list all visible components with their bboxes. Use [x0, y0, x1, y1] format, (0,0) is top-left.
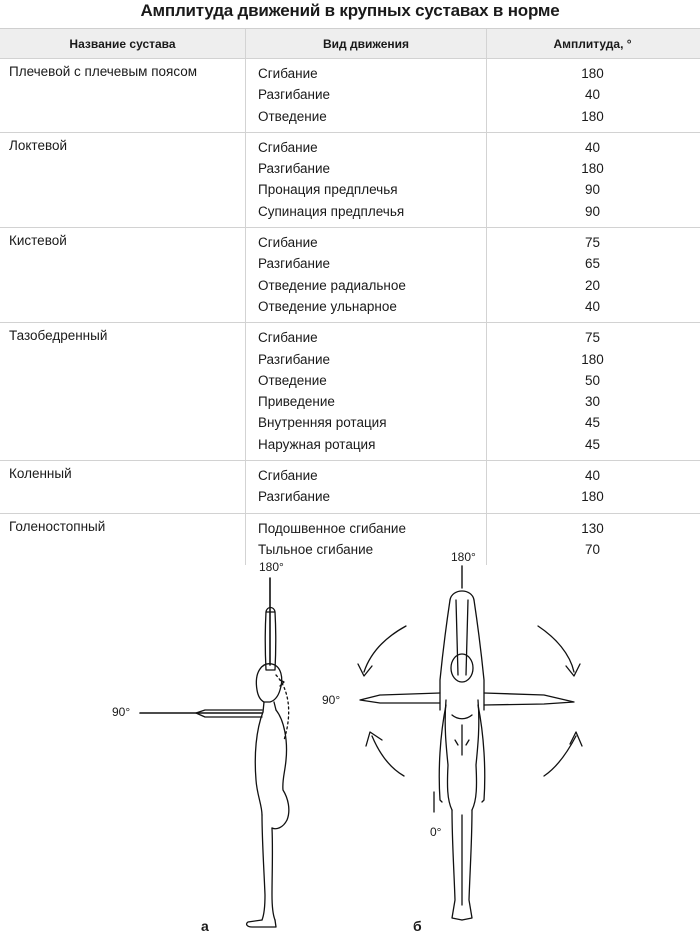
amplitude-value: 75	[584, 330, 601, 346]
amplitude-value: 45	[584, 436, 601, 452]
motion-type: Разгибание	[258, 256, 331, 272]
amplitude-value: 20	[584, 277, 601, 293]
table-row	[0, 179, 700, 200]
side-view-figure	[140, 578, 289, 927]
table-row	[0, 518, 700, 539]
table-row	[0, 486, 700, 507]
table-row	[0, 63, 700, 84]
front-view-figure	[358, 566, 582, 920]
motion-type: Наружная ротация	[258, 436, 376, 452]
table-group	[0, 132, 700, 227]
motion-type: Сгибание	[258, 330, 318, 346]
figures-area	[0, 540, 700, 941]
table-group	[0, 322, 700, 460]
fig-a-label-180: 180°	[259, 560, 284, 574]
amplitude-value: 65	[584, 256, 601, 272]
panel-label-a: а	[201, 918, 209, 934]
amplitude-value: 30	[584, 394, 601, 410]
range-of-motion-table	[0, 58, 700, 565]
motion-type: Сгибание	[258, 235, 318, 251]
table-row	[0, 465, 700, 486]
amplitude-value: 70	[584, 541, 601, 557]
panel-label-b: б	[413, 918, 422, 934]
table-row	[0, 275, 700, 296]
joint-name: Тазобедренный	[9, 328, 108, 344]
fig-b-label-180: 180°	[451, 550, 476, 564]
motion-type: Тыльное сгибание	[258, 541, 374, 557]
header-joint-name: Название сустава	[69, 37, 176, 51]
joint-name: Локтевой	[9, 137, 68, 153]
table-row	[0, 84, 700, 105]
table-row	[0, 106, 700, 127]
motion-type: Сгибание	[258, 468, 318, 484]
table-row	[0, 412, 700, 433]
amplitude-value: 180	[581, 66, 604, 81]
amplitude-value: 180	[581, 351, 604, 367]
motion-type: Разгибание	[258, 161, 331, 177]
motion-type: Сгибание	[258, 139, 318, 155]
table-header	[0, 28, 700, 59]
motion-type: Пронация предплечья	[258, 182, 398, 198]
motion-type: Отведение радиальное	[258, 277, 406, 293]
amplitude-value: 40	[584, 139, 601, 155]
amplitude-value: 180	[581, 108, 604, 124]
table-row	[0, 232, 700, 253]
motion-type: Отведение	[258, 372, 327, 388]
fig-a-label-90: 90°	[112, 705, 131, 719]
amplitude-value: 90	[584, 182, 601, 198]
table-row	[0, 327, 700, 348]
table-row	[0, 201, 700, 222]
motion-type: Отведение	[258, 108, 327, 124]
header-motion-type: Вид движения	[245, 29, 487, 59]
amplitude-value: 90	[584, 203, 601, 219]
amplitude-value: 75	[584, 235, 601, 251]
table-row	[0, 370, 700, 391]
motion-type: Приведение	[258, 394, 335, 410]
amplitude-value: 180	[581, 489, 604, 505]
table-row	[0, 349, 700, 370]
header-amplitude: Амплитуда, °	[553, 37, 632, 51]
table-group	[0, 58, 700, 132]
amplitude-value: 40	[584, 87, 601, 103]
motion-type: Разгибание	[258, 351, 331, 367]
motion-type: Сгибание	[258, 66, 318, 81]
amplitude-value: 45	[584, 415, 601, 431]
table-row	[0, 391, 700, 412]
table-row	[0, 253, 700, 274]
amplitude-value: 130	[581, 520, 604, 536]
motion-type: Супинация предплечья	[258, 203, 405, 219]
table-row	[0, 137, 700, 158]
joint-name: Коленный	[9, 466, 72, 482]
amplitude-value: 50	[584, 372, 601, 388]
motion-type: Подошвенное сгибание	[258, 520, 406, 536]
joint-name: Кистевой	[9, 233, 67, 249]
fig-b-label-0: 0°	[430, 825, 442, 839]
range-of-motion-illustration	[0, 540, 700, 941]
amplitude-value: 180	[581, 161, 604, 177]
motion-type: Разгибание	[258, 87, 331, 103]
joint-name: Плечевой с плечевым поясом	[9, 64, 198, 79]
table-row	[0, 434, 700, 455]
table-group	[0, 227, 700, 322]
amplitude-value: 40	[584, 468, 601, 484]
table-row	[0, 296, 700, 317]
table-group	[0, 460, 700, 513]
amplitude-value: 40	[584, 298, 601, 314]
motion-type: Отведение ульнарное	[258, 298, 397, 314]
fig-b-label-90: 90°	[322, 693, 341, 707]
page-title: Амплитуда движений в крупных суставах в норме	[140, 1, 560, 20]
table-row	[0, 158, 700, 179]
motion-type: Разгибание	[258, 489, 331, 505]
joint-name: Голеностопный	[9, 518, 106, 534]
motion-type: Внутренняя ротация	[258, 415, 387, 431]
